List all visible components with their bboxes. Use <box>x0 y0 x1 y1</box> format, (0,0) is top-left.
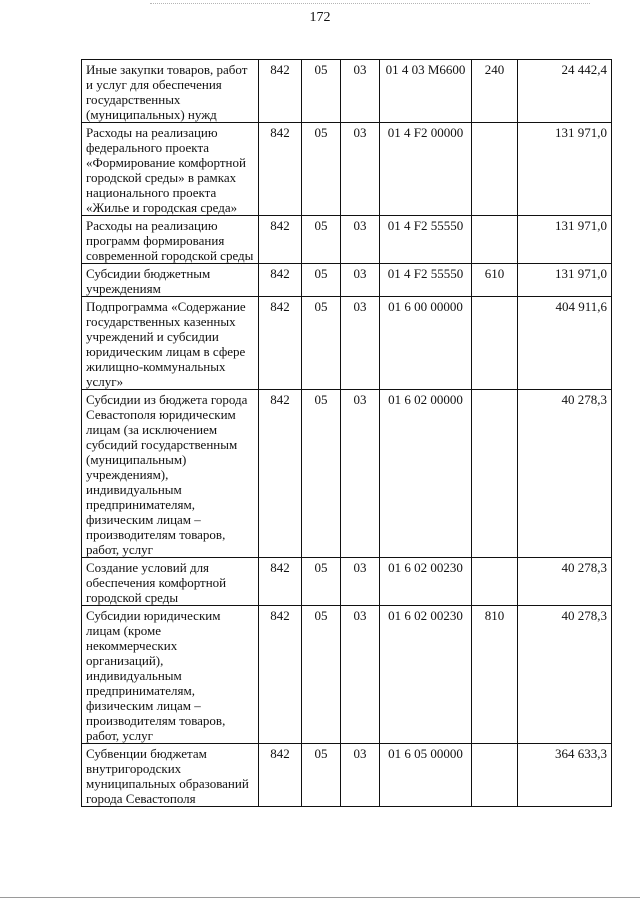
section-code: 05 <box>302 390 341 558</box>
expense-type: 610 <box>472 264 518 297</box>
expense-type <box>472 744 518 807</box>
expense-type <box>472 297 518 390</box>
subsection-code: 03 <box>341 123 380 216</box>
amount: 40 278,3 <box>518 390 612 558</box>
ministry-code: 842 <box>259 264 302 297</box>
target-article: 01 6 02 00230 <box>380 606 472 744</box>
scan-edge-top <box>150 3 590 4</box>
amount: 24 442,4 <box>518 60 612 123</box>
budget-table <box>81 59 612 807</box>
row-name: Расходы на реализацию программ формирования современной городской среды <box>82 216 259 264</box>
ministry-code: 842 <box>259 390 302 558</box>
target-article: 01 6 00 00000 <box>380 297 472 390</box>
subsection-code: 03 <box>341 264 380 297</box>
target-article: 01 6 02 00230 <box>380 558 472 606</box>
target-article: 01 4 F2 00000 <box>380 123 472 216</box>
subsection-code: 03 <box>341 60 380 123</box>
page-number: 172 <box>309 10 331 25</box>
subsection-code: 03 <box>341 606 380 744</box>
section-code: 05 <box>302 744 341 807</box>
row-name: Создание условий для обеспечения комфортной городской среды <box>82 558 259 606</box>
amount: 131 971,0 <box>518 123 612 216</box>
amount: 40 278,3 <box>518 558 612 606</box>
subsection-code: 03 <box>341 216 380 264</box>
table-row <box>82 744 612 807</box>
section-code: 05 <box>302 123 341 216</box>
row-name: Субсидии бюджетным учреждениям <box>82 264 259 297</box>
row-name: Подпрограмма «Содержание государственных казенных учреждений и субсидии юридическим лицам в сфере жилищно-коммунальных услуг» <box>82 297 259 390</box>
section-code: 05 <box>302 60 341 123</box>
amount: 131 971,0 <box>518 216 612 264</box>
amount: 364 633,3 <box>518 744 612 807</box>
amount: 40 278,3 <box>518 606 612 744</box>
ministry-code: 842 <box>259 606 302 744</box>
subsection-code: 03 <box>341 390 380 558</box>
target-article: 01 6 05 00000 <box>380 744 472 807</box>
expense-type <box>472 216 518 264</box>
subsection-code: 03 <box>341 297 380 390</box>
ministry-code: 842 <box>259 60 302 123</box>
target-article: 01 4 03 M6600 <box>380 60 472 123</box>
ministry-code: 842 <box>259 216 302 264</box>
amount: 404 911,6 <box>518 297 612 390</box>
section-code: 05 <box>302 216 341 264</box>
expense-type <box>472 390 518 558</box>
table-row <box>82 60 612 123</box>
expense-type: 240 <box>472 60 518 123</box>
target-article: 01 4 F2 55550 <box>380 264 472 297</box>
section-code: 05 <box>302 606 341 744</box>
expense-type <box>472 558 518 606</box>
section-code: 05 <box>302 264 341 297</box>
scan-edge-bottom <box>0 897 640 898</box>
row-name: Субсидии из бюджета города Севастополя юридическим лицам (за исключением субсидий государственным (муниципальным) учреждениям), индивидуальным предпринимателям, физическим лицам – производителям товаров, работ, услуг <box>82 390 259 558</box>
subsection-code: 03 <box>341 744 380 807</box>
amount: 131 971,0 <box>518 264 612 297</box>
section-code: 05 <box>302 558 341 606</box>
table-row <box>82 297 612 390</box>
ministry-code: 842 <box>259 123 302 216</box>
table-row <box>82 123 612 216</box>
table-row <box>82 264 612 297</box>
ministry-code: 842 <box>259 558 302 606</box>
row-name: Субсидии юридическим лицам (кроме некоммерческих организаций), индивидуальным предпринимателям, физическим лицам – производителям товаров, работ, услуг <box>82 606 259 744</box>
target-article: 01 6 02 00000 <box>380 390 472 558</box>
table-row <box>82 558 612 606</box>
row-name: Иные закупки товаров, работ и услуг для обеспечения государственных (муниципальных) нужд <box>82 60 259 123</box>
subsection-code: 03 <box>341 558 380 606</box>
table-row <box>82 216 612 264</box>
expense-type <box>472 123 518 216</box>
target-article: 01 4 F2 55550 <box>380 216 472 264</box>
ministry-code: 842 <box>259 744 302 807</box>
row-name: Субвенции бюджетам внутригородских муниципальных образований города Севастополя <box>82 744 259 807</box>
section-code: 05 <box>302 297 341 390</box>
expense-type: 810 <box>472 606 518 744</box>
row-name: Расходы на реализацию федерального проекта «Формирование комфортной городской среды» в рамках национального проекта «Жилье и городская среда» <box>82 123 259 216</box>
table-row <box>82 606 612 744</box>
ministry-code: 842 <box>259 297 302 390</box>
table-row <box>82 390 612 558</box>
